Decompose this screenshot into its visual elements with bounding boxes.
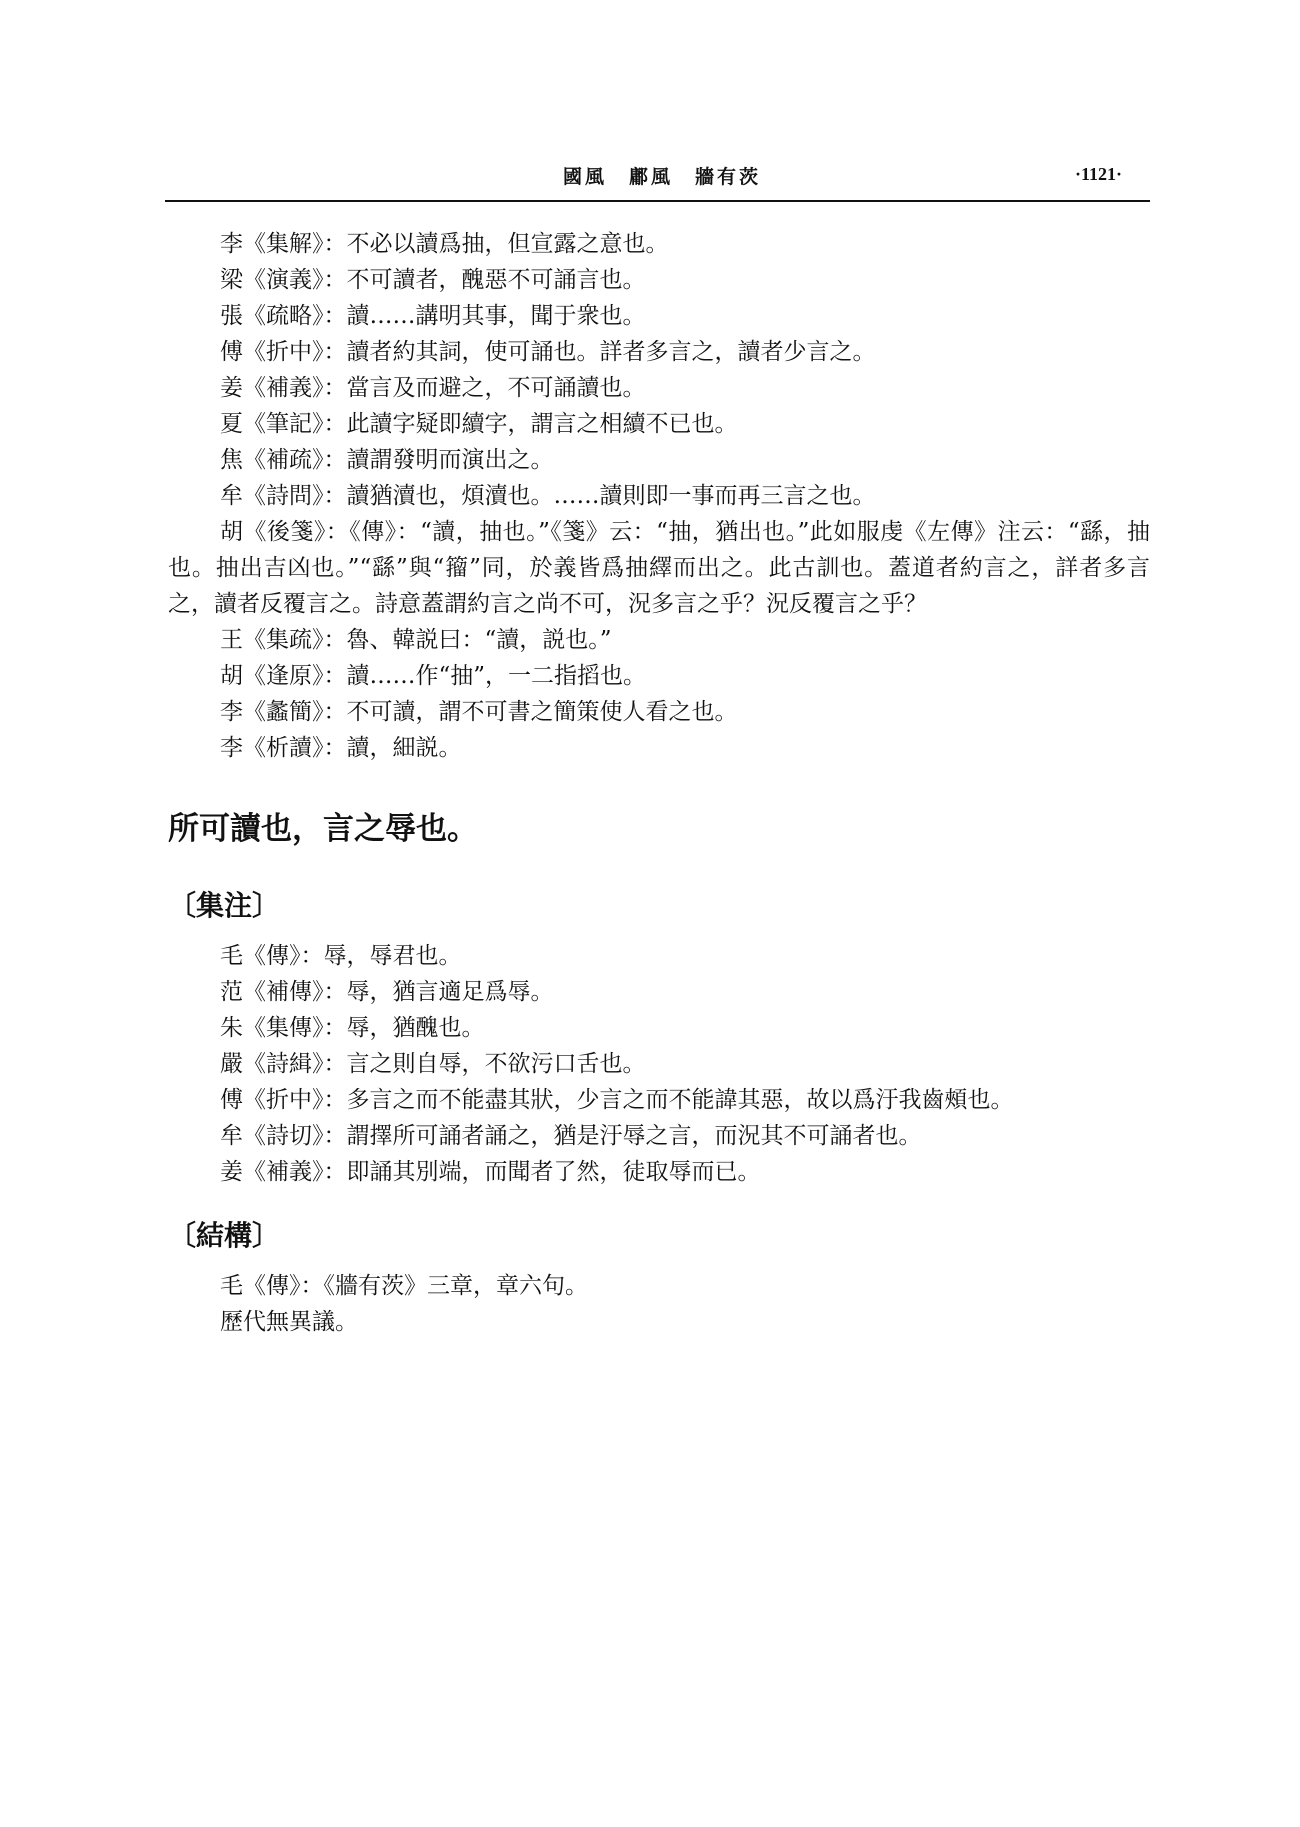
hu-houjian-paragraph: 胡《後箋》：《傳》：“讀，抽也。”《箋》云：“抽，猶出也。”此如服虔《左傳》注云：“繇，抽也。抽出吉凶也。”“繇”與“籀”同，於義皆爲抽繹而出之。此古訓也。蓋道者約言之，詳者多言之，讀者反覆言之。詩意蓋謂約言之尚不可，況多言之乎？況反覆言之乎？ [168, 519, 1150, 617]
commentary-line: 張《疏略》：讀……講明其事，聞于衆也。 [220, 303, 646, 329]
page-body [168, 226, 1150, 1340]
page-number: ·1121· [1074, 164, 1122, 184]
commentary-line: 牟《詩問》：讀猶瀆也，煩瀆也。……讀則即一事而再三言之也。 [220, 483, 876, 509]
commentary-line: 傅《折中》：讀者約其詞，使可誦也。詳者多言之，讀者少言之。 [220, 339, 876, 365]
verse-heading: 所可讀也，言之辱也。 [168, 811, 478, 847]
commentary-line: 夏《筆記》：此讀字疑即續字，謂言之相續不已也。 [220, 411, 738, 437]
commentary-paragraph [168, 514, 1150, 622]
commentary-line: 朱《集傳》：辱，猶醜也。 [220, 1015, 485, 1041]
commentary-line: 范《補傳》：辱，猶言適足爲辱。 [220, 979, 554, 1005]
page-header [168, 162, 1150, 198]
commentary-line: 胡《逢原》：讀……作“抽”，一二指搯也。 [220, 663, 647, 689]
section-heading-jizhu: 〔集注〕 [168, 889, 281, 922]
commentary-line: 李《集解》：不必以讀爲抽，但宣露之意也。 [220, 231, 669, 257]
commentary-line: 梁《演義》：不可讀者，醜惡不可誦言也。 [220, 267, 646, 293]
commentary-line: 嚴《詩緝》：言之則自辱，不欲污口舌也。 [220, 1051, 646, 1077]
commentary-line: 毛《傳》：《牆有茨》三章，章六句。 [220, 1273, 588, 1299]
commentary-line: 焦《補疏》：讀謂發明而演出之。 [220, 447, 554, 473]
section-heading-jiegou: 〔結構〕 [168, 1219, 281, 1252]
commentary-line: 牟《詩切》：謂擇所可誦者誦之，猶是汙辱之言，而況其不可誦者也。 [220, 1123, 922, 1149]
commentary-paragraph [168, 1082, 1150, 1118]
fu-zhezhong-paragraph: 傅《折中》：多言之而不能盡其狀，少言之而不能諱其惡，故以爲汙我齒頰也。 [220, 1087, 1014, 1113]
commentary-line: 姜《補義》：即誦其別端，而聞者了然，徒取辱而已。 [220, 1159, 761, 1185]
header-rule [165, 200, 1150, 202]
commentary-line: 李《析讀》：讀，細説。 [220, 735, 462, 761]
commentary-line: 歷代無異議。 [220, 1309, 358, 1335]
running-title: 國風 鄘風 牆有茨 [563, 166, 762, 188]
commentary-line: 毛《傳》：辱，辱君也。 [220, 943, 462, 969]
commentary-line: 王《集疏》：魯、韓説曰：“讀，説也。” [220, 627, 612, 653]
commentary-line: 姜《補義》：當言及而避之，不可誦讀也。 [220, 375, 646, 401]
commentary-line: 李《蠡簡》：不可讀，謂不可書之簡策使人看之也。 [220, 699, 738, 725]
